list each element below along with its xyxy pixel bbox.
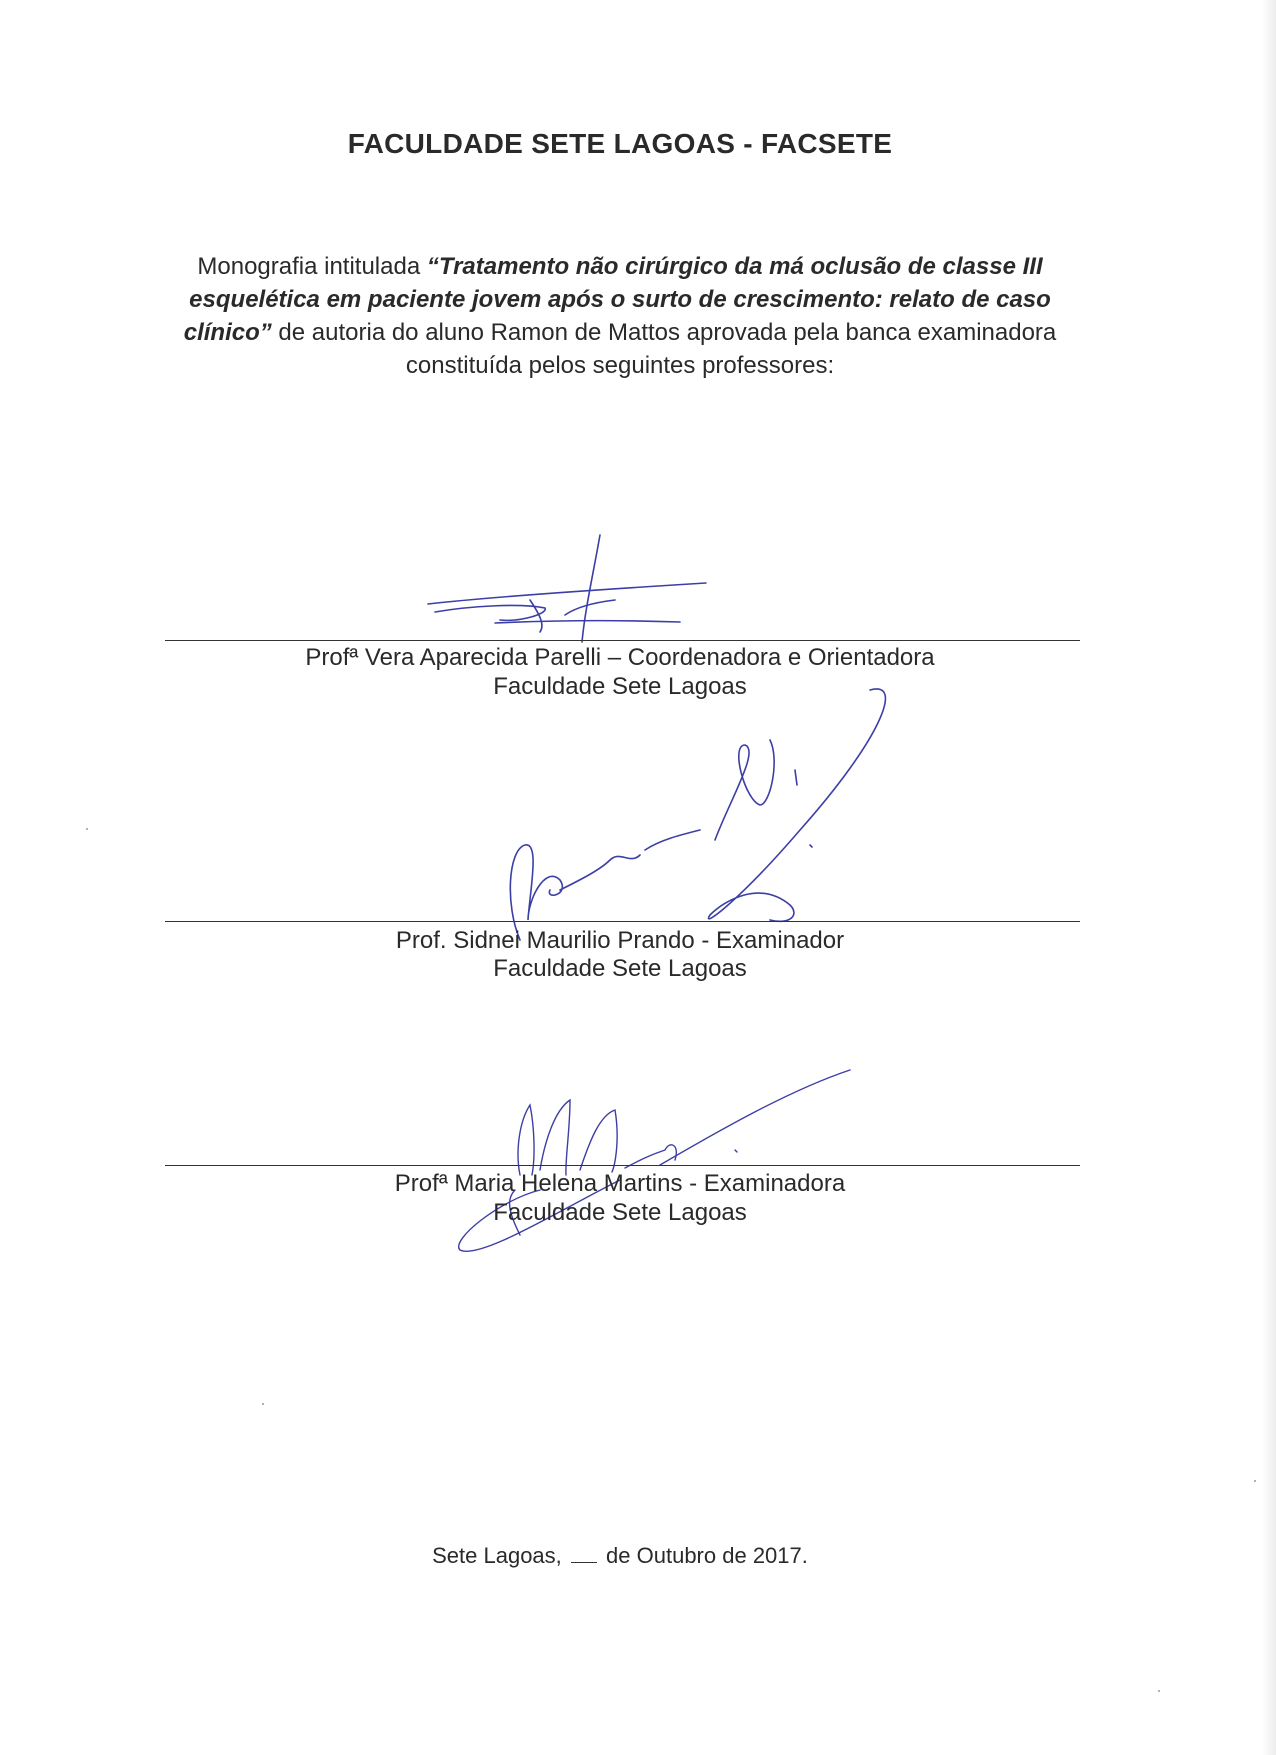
signatory-3-name: Profª Maria Helena Martins - Examinadora [394,1170,846,1197]
scan-speck [86,828,88,830]
intro-prefix: Monografia intitulada [197,253,427,280]
closing-date: de Outubro de 2017. [606,1543,808,1568]
signature-line-3 [165,1165,1080,1166]
place-and-date [0,1542,1240,1569]
signatory-1-institution: Faculdade Sete Lagoas [493,673,747,700]
thesis-title: “Tratamento não cirúrgico da má oclusão de classe III esquelética em paciente jovem após o surto de crescimento: relato de caso clínico” [183,253,1051,346]
signatory-2-institution: Faculdade Sete Lagoas [493,955,747,982]
institution-title: FACULDADE SETE LAGOAS - FACSETE [347,128,893,159]
day-blank [571,1542,597,1563]
scan-speck [1254,1480,1256,1482]
closing-place: Sete Lagoas, [432,1543,562,1568]
intro-suffix: de autoria do aluno Ramon de Mattos aprovada pela banca examinadora constituída pelos seguintes professores: [271,319,1057,379]
signatory-2-name: Prof. Sidnei Maurilio Prando - Examinador [395,927,845,954]
scan-speck [1158,1690,1160,1692]
signatory-3-institution: Faculdade Sete Lagoas [493,1199,747,1226]
scan-speck [262,1403,264,1405]
signatory-1-name: Profª Vera Aparecida Parelli – Coordenadora e Orientadora [305,644,935,671]
